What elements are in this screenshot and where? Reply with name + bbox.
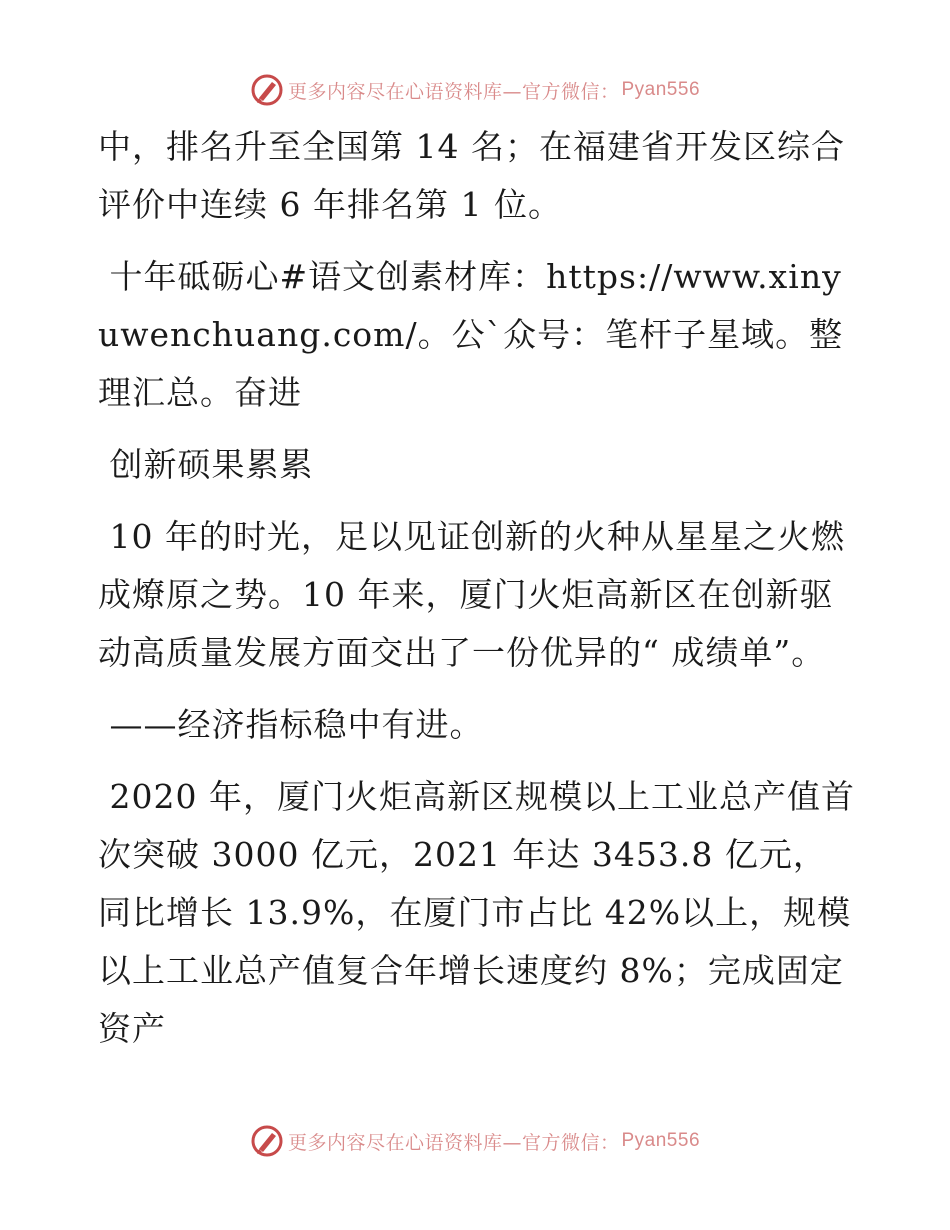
header-watermark bbox=[0, 70, 950, 110]
watermark-wechat-id: Pyan556 bbox=[621, 79, 701, 100]
watermark-wechat-id: Pyan556 bbox=[621, 1130, 701, 1151]
watermark-text: 更多内容尽在心语资料库—官方微信： bbox=[287, 1131, 620, 1154]
paragraph-ranking: 中，排名升至全国第 14 名；在福建省开发区综合评价中连续 6 年排名第 1 位。 bbox=[98, 127, 845, 224]
document-body bbox=[98, 118, 858, 1072]
pen-logo-icon bbox=[250, 1124, 284, 1158]
pen-logo-icon bbox=[250, 73, 284, 107]
paragraph-ten-years: 10 年的时光，足以见证创新的火种从星星之火燃成燎原之势。10 年来，厦门火炬高新区在创新驱动高质量发展方面交出了一份优异的“ 成绩单”。 bbox=[98, 517, 845, 672]
section-heading: 创新硕果累累 bbox=[98, 445, 314, 484]
watermark-text: 更多内容尽在心语资料库—官方微信： bbox=[287, 80, 620, 103]
footer-watermark bbox=[0, 1121, 950, 1161]
paragraph-indicators-heading: ——经济指标稳中有进。 bbox=[98, 705, 484, 744]
paragraph-source-note: 十年砥砺心#语文创素材库：https://www.xinyuwenchuang.com/。公`众号：笔杆子星域。整理汇总。奋进 bbox=[98, 257, 844, 412]
paragraph-output-value: 2020 年，厦门火炬高新区规模以上工业总产值首次突破 3000 亿元，2021 年达 3453.8 亿元，同比增长 13.9%，在厦门市占比 42%以上，规模以上工业总产值复合年增长速度约 8%；完成固定资产 bbox=[98, 777, 855, 1048]
